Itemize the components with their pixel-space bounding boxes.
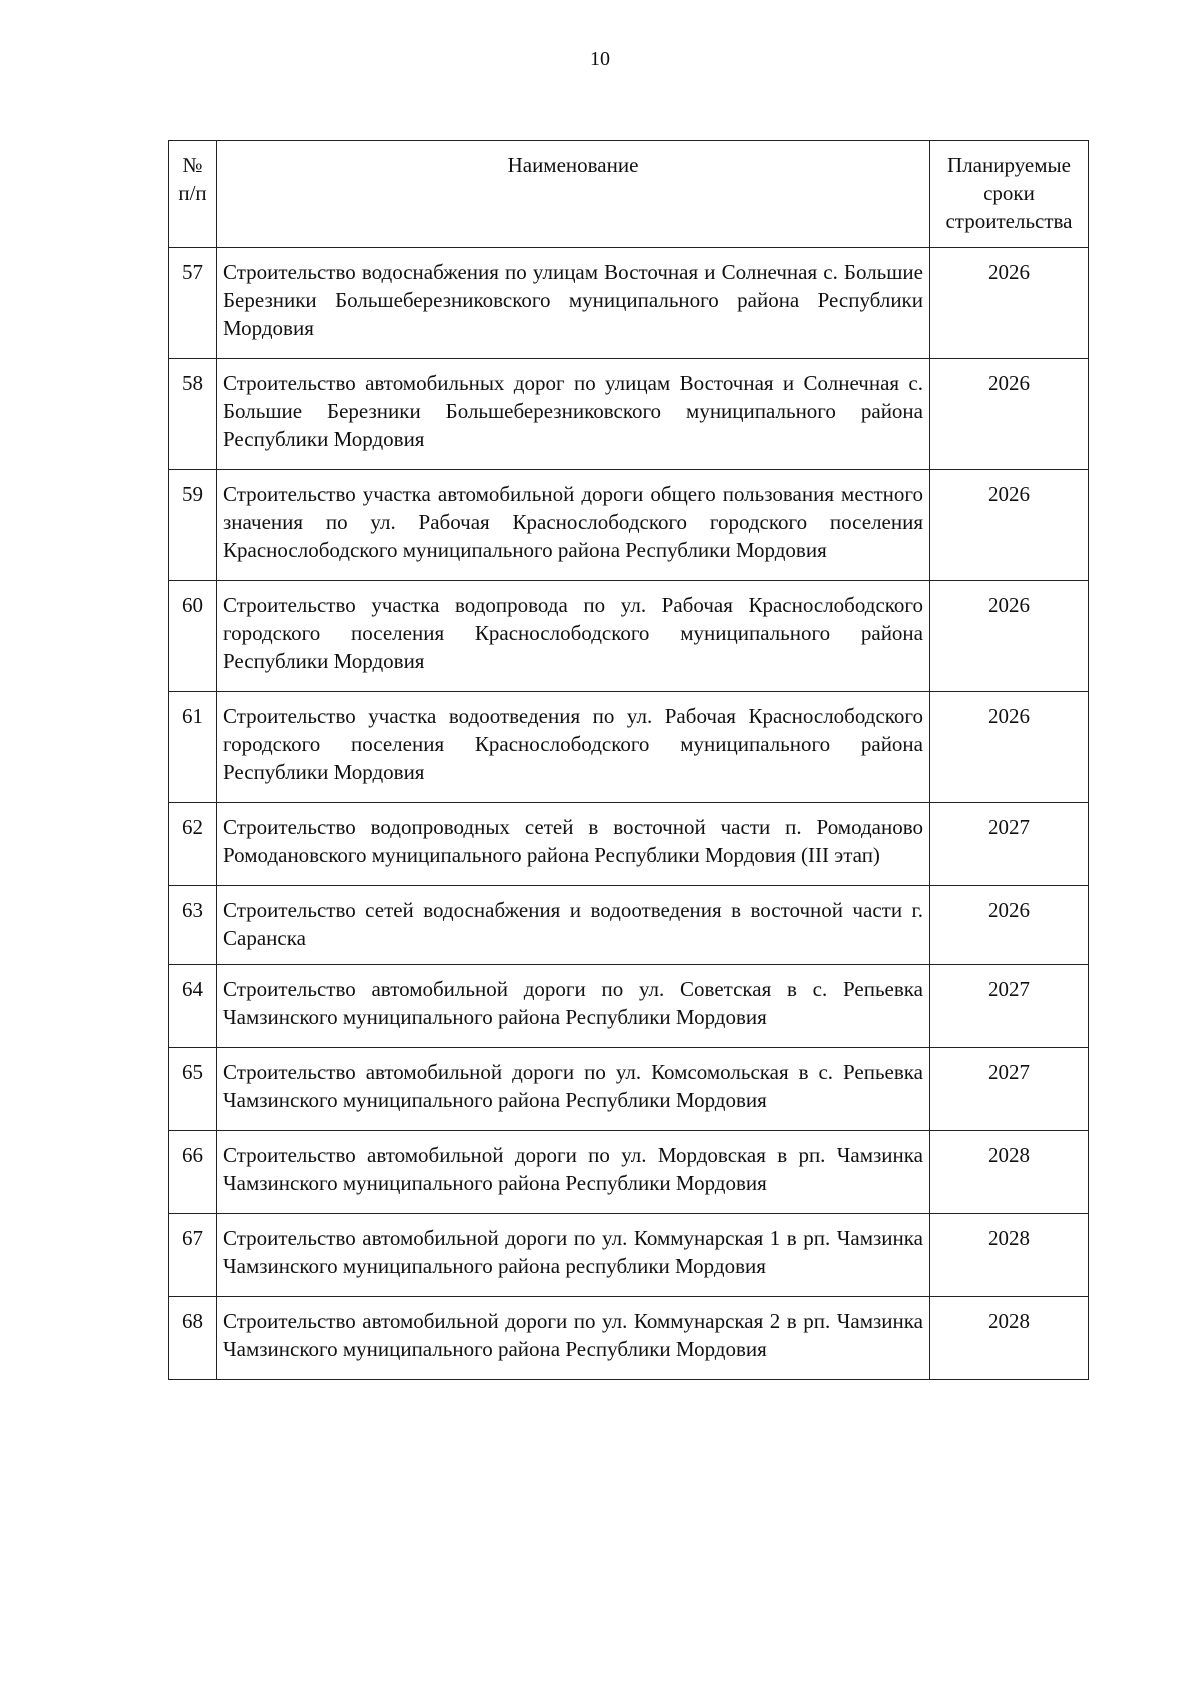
row-term: 2026 bbox=[930, 248, 1089, 359]
row-term: 2027 bbox=[930, 965, 1089, 1048]
row-name: Строительство автомобильной дороги по ул. Советская в с. Репьевка Чамзинского муниципального района Республики Мордовия bbox=[217, 965, 930, 1048]
row-name: Строительство участка автомобильной дороги общего пользования местного значения по ул. Рабочая Краснослободского городского поселения Краснослободского муниципального района Республики Мордовия bbox=[217, 470, 930, 581]
row-name: Строительство участка водоотведения по ул. Рабочая Краснослободского городского поселения Краснослободского муниципального района Республики Мордовия bbox=[217, 692, 930, 803]
table-row bbox=[169, 1131, 1089, 1214]
row-name: Строительство автомобильной дороги по ул. Комсомольская в с. Репьевка Чамзинского муниципального района Республики Мордовия bbox=[217, 1048, 930, 1131]
row-name: Строительство автомобильной дороги по ул. Коммунарская 1 в рп. Чамзинка Чамзинского муниципального района республики Мордовия bbox=[217, 1214, 930, 1297]
table-row bbox=[169, 965, 1089, 1048]
row-term: 2026 bbox=[930, 692, 1089, 803]
table-header-row bbox=[169, 141, 1089, 248]
table-row bbox=[169, 1048, 1089, 1131]
table-row bbox=[169, 1214, 1089, 1297]
row-name: Строительство водоснабжения по улицам Восточная и Солнечная с. Большие Березники Большеберезниковского муниципального района Республики Мордовия bbox=[217, 248, 930, 359]
table-row bbox=[169, 886, 1089, 965]
row-num: 58 bbox=[169, 359, 217, 470]
row-num: 57 bbox=[169, 248, 217, 359]
table-row bbox=[169, 359, 1089, 470]
header-num: № п/п bbox=[169, 141, 217, 248]
row-num: 68 bbox=[169, 1297, 217, 1380]
row-num: 59 bbox=[169, 470, 217, 581]
row-term: 2026 bbox=[930, 886, 1089, 965]
row-num: 66 bbox=[169, 1131, 217, 1214]
row-num: 62 bbox=[169, 803, 217, 886]
row-name: Строительство автомобильной дороги по ул. Мордовская в рп. Чамзинка Чамзинского муниципального района Республики Мордовия bbox=[217, 1131, 930, 1214]
row-num: 60 bbox=[169, 581, 217, 692]
construction-plan-table bbox=[168, 140, 1089, 1380]
row-name: Строительство водопроводных сетей в восточной части п. Ромоданово Ромодановского муниципального района Республики Мордовия (III этап) bbox=[217, 803, 930, 886]
table-row bbox=[169, 1297, 1089, 1380]
row-term: 2026 bbox=[930, 470, 1089, 581]
table-row bbox=[169, 692, 1089, 803]
row-term: 2026 bbox=[930, 581, 1089, 692]
row-name: Строительство сетей водоснабжения и водоотведения в восточной части г. Саранска bbox=[217, 886, 930, 965]
row-term: 2026 bbox=[930, 359, 1089, 470]
table-row bbox=[169, 470, 1089, 581]
row-term: 2028 bbox=[930, 1131, 1089, 1214]
row-num: 67 bbox=[169, 1214, 217, 1297]
page-number: 10 bbox=[590, 48, 610, 70]
header-name: Наименование bbox=[217, 141, 930, 248]
row-name: Строительство автомобильной дороги по ул. Коммунарская 2 в рп. Чамзинка Чамзинского муниципального района Республики Мордовия bbox=[217, 1297, 930, 1380]
row-term: 2028 bbox=[930, 1297, 1089, 1380]
row-num: 61 bbox=[169, 692, 217, 803]
table-row bbox=[169, 248, 1089, 359]
row-num: 65 bbox=[169, 1048, 217, 1131]
row-name: Строительство участка водопровода по ул. Рабочая Краснослободского городского поселения Краснослободского муниципального района Республики Мордовия bbox=[217, 581, 930, 692]
table-row bbox=[169, 803, 1089, 886]
table-row bbox=[169, 581, 1089, 692]
row-term: 2028 bbox=[930, 1214, 1089, 1297]
row-num: 63 bbox=[169, 886, 217, 965]
header-term: Планируемые сроки строительства bbox=[930, 141, 1089, 248]
row-num: 64 bbox=[169, 965, 217, 1048]
row-name: Строительство автомобильных дорог по улицам Восточная и Солнечная с. Большие Березники Большеберезниковского муниципального района Республики Мордовия bbox=[217, 359, 930, 470]
row-term: 2027 bbox=[930, 803, 1089, 886]
row-term: 2027 bbox=[930, 1048, 1089, 1131]
